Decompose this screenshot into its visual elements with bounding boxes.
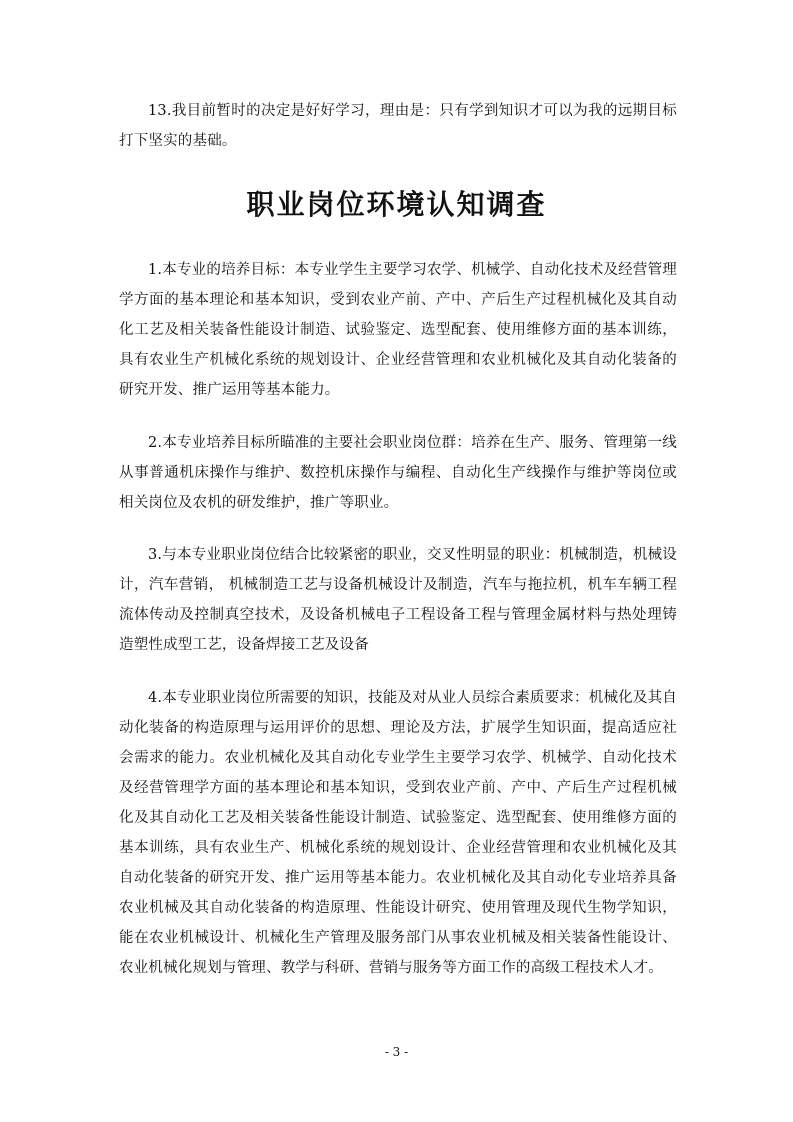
paragraph-knowledge-requirements: 4.本专业职业岗位所需要的知识，技能及对从业人员综合素质要求：机械化及其自动化装备的构造原理与运用评价的思想、理论及方法，扩展学生知识面，提高适应社会需求的能力。农业机械化及其自动化专业学生主要学习农学、机械学、自动化技术及经营管理学方面的基本理论和基本知识，受到农业产前、产中、产后生产过程机械化及其自动化工艺及相关装备性能设计制造、试验鉴定、选型配套、使用维修方面的基本训练，具有农业生产、机械化系统的规划设计、企业经营管理和农业机械化及其自动化装备的研究开发、推广运用等基本能力。农业机械化及其自动化专业培养具备农业机械及其自动化装备的构造原理、性能设计研究、使用管理及现代生物学知识，能在农业机械设计、机械化生产管理及服务部门从事农业机械及相关装备性能设计、农业机械化规划与管理、教学与科研、营销与服务等方面工作的高级工程技术人才。	[119, 690, 677, 976]
paragraph-13: 13.我目前暂时的决定是好好学习，理由是：只有学到知识才可以为我的远期目标打下坚实的基础。	[119, 103, 677, 149]
paragraph-training-goal: 1.本专业的培养目标：本专业学生主要学习农学、机械学、自动化技术及经营管理学方面的基本理论和基本知识，受到农业产前、产中、产后生产过程机械化及其自动化工艺及相关装备性能设计制造、试验鉴定、选型配套、使用维修方面的基本训练，具有农业生产机械化系统的规划设计、企业经营管理和农业机械化及其自动化装备的研究开发、推广运用等基本能力。	[119, 262, 677, 398]
page-title: 职业岗位环境认知调查	[246, 188, 547, 221]
paragraph-related-occupations: 3.与本专业职业岗位结合比较紧密的职业，交叉性明显的职业：机械制造，机械设计，汽车营销， 机械制造工艺与设备机械设计及制造，汽车与拖拉机，机车车辆工程流体传动及控制真空技术，及设备机械电子工程设备工程与管理金属材料与热处理铸造塑性成型工艺，设备焊接工艺及设备	[119, 547, 677, 653]
page-number: - 3 -	[384, 1045, 409, 1059]
paragraph-job-groups: 2.本专业培养目标所瞄准的主要社会职业岗位群：培养在生产、服务、管理第一线从事普通机床操作与维护、数控机床操作与编程、自动化生产线操作与维护等岗位或相关岗位及农机的研发维护，推广等职业。	[119, 435, 677, 511]
